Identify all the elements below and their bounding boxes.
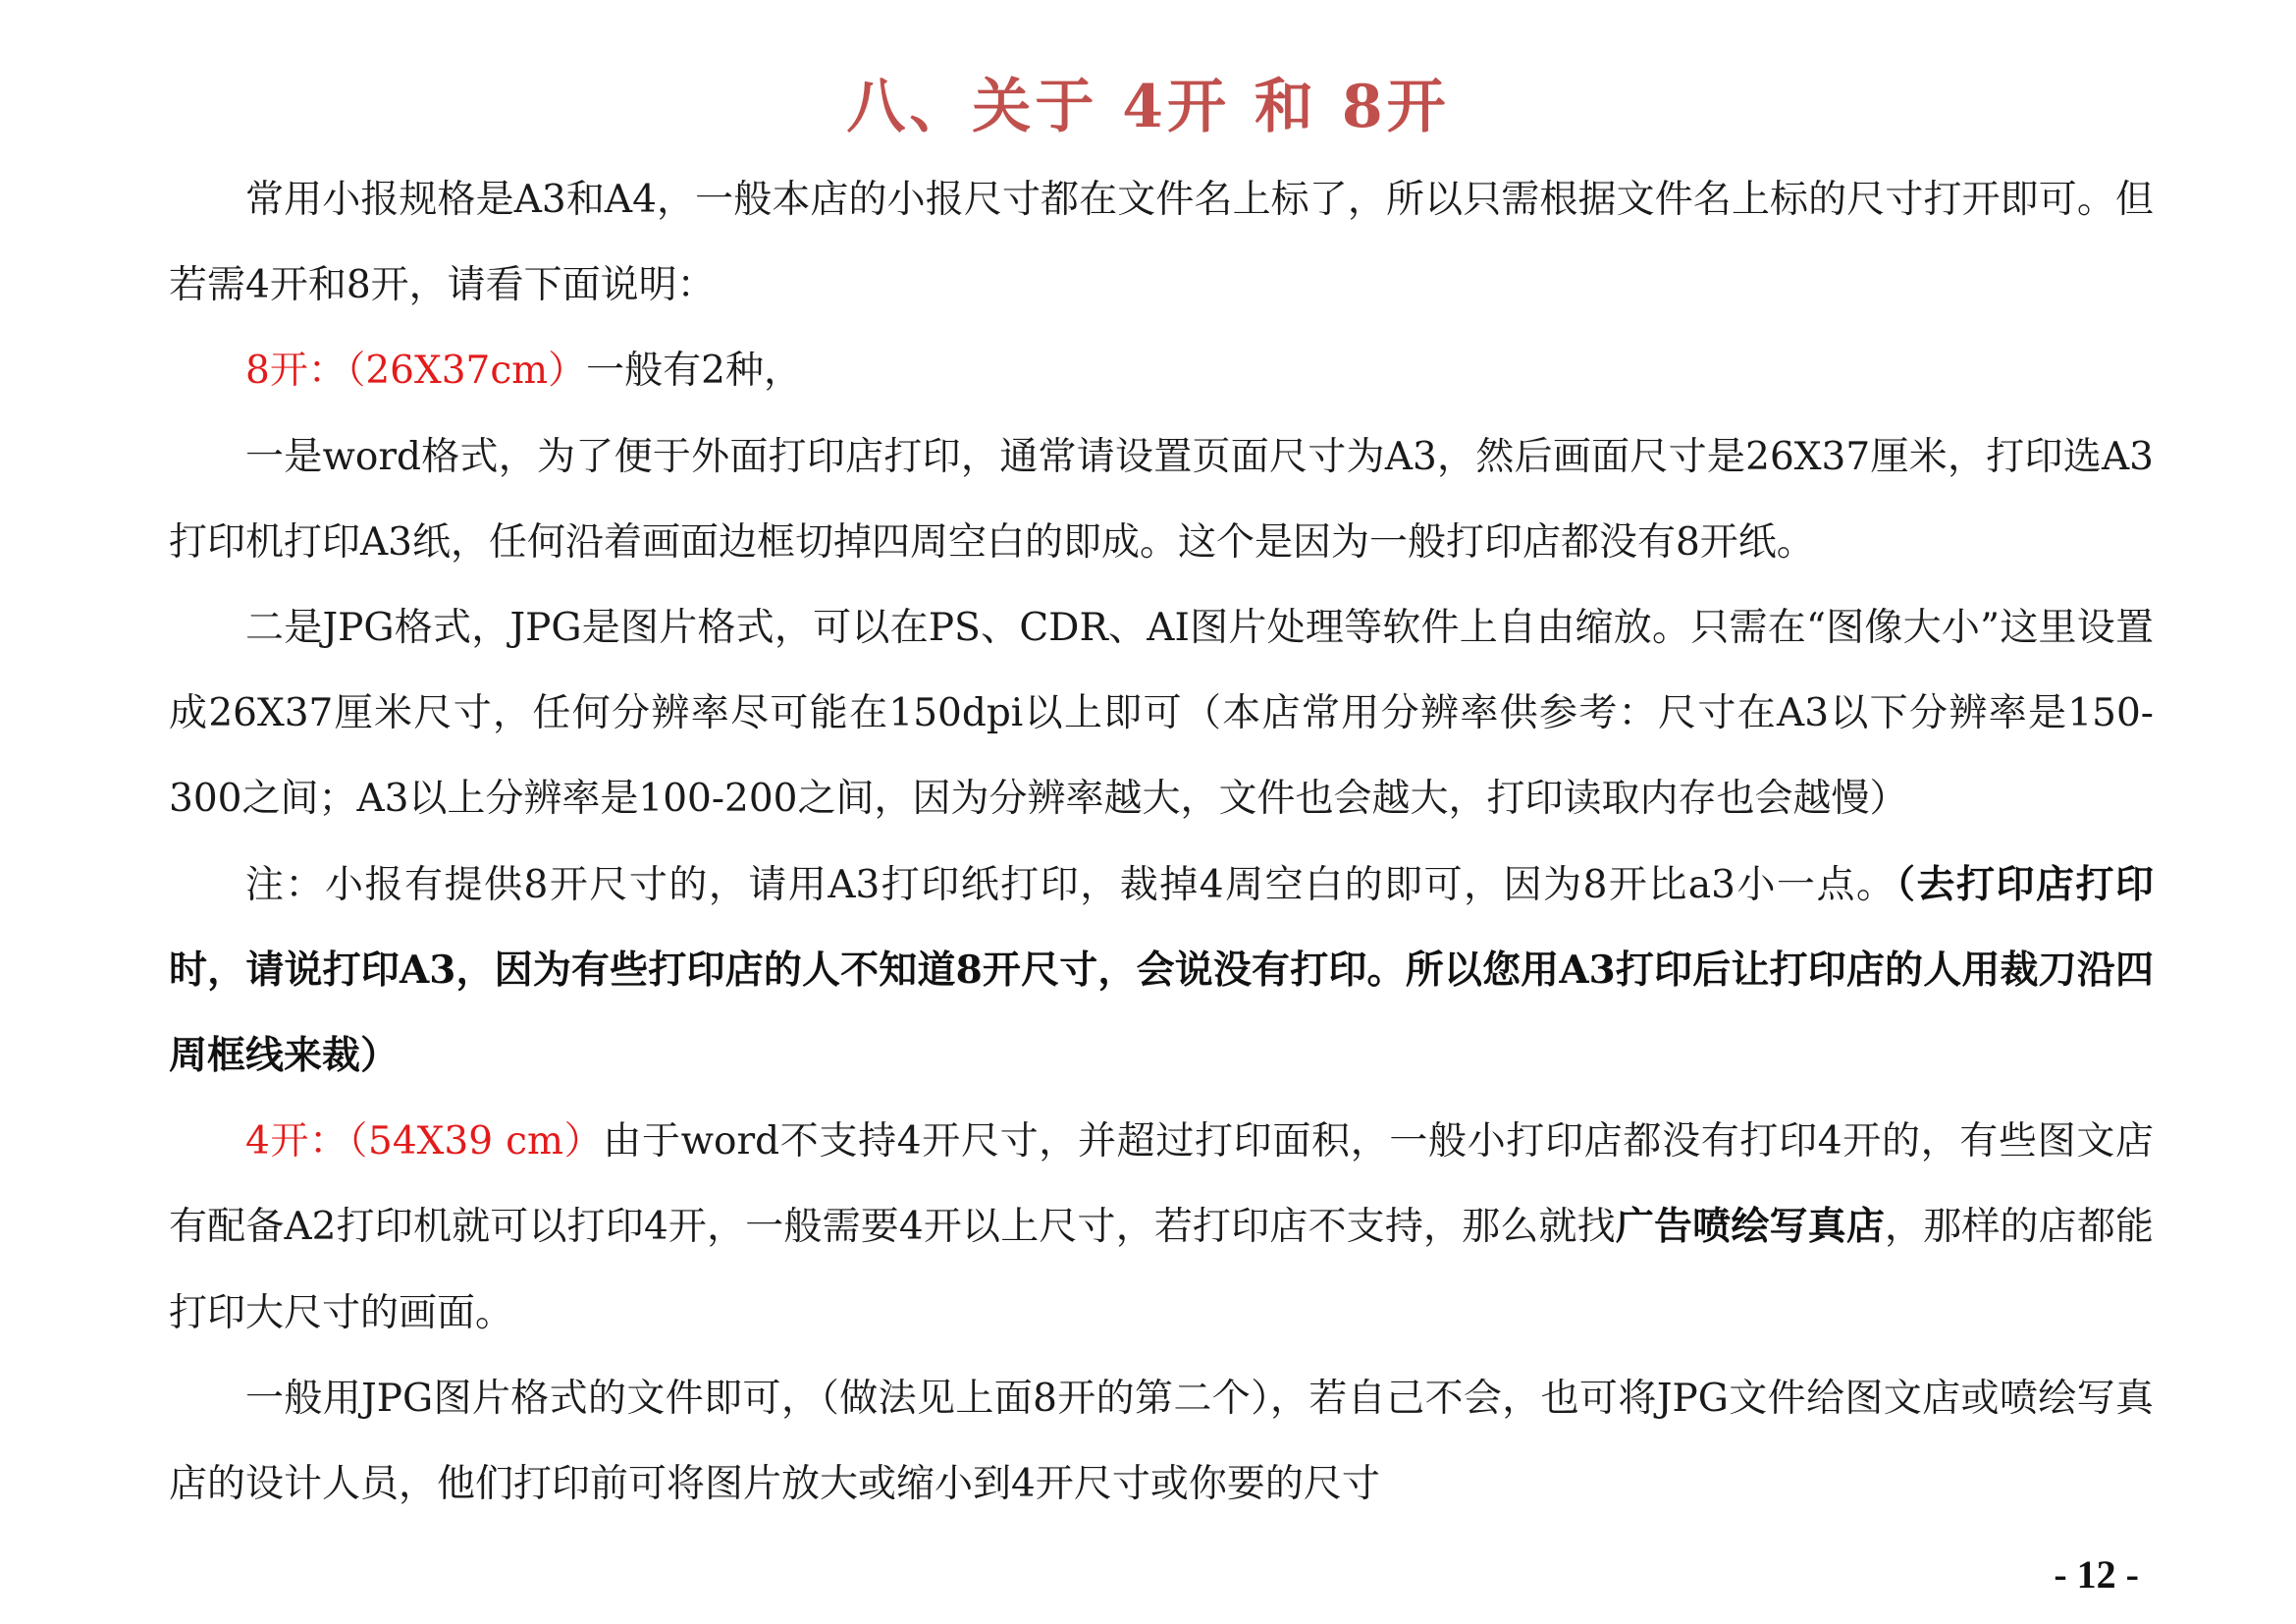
section-8k-heading-rest: 一般有2种， (586, 349, 802, 394)
section-8k-heading-paragraph (169, 328, 2154, 413)
section-4k-paragraph2: 一般用JPG图片格式的文件即可，（做法见上面8开的第二个），若自己不会，也可将JPG文件给图文店或喷绘写真店的设计人员，他们打印前可将图片放大或缩小到4开尺寸或你要的尺寸 (169, 1376, 2154, 1507)
section-4k-text-bold: 广告喷绘写真店 (1615, 1204, 1885, 1250)
section-8k-note-bold: （去打印店打印时，请说打印A3，因为有些打印店的人不知道8开尺寸，会说没有打印。所以您用A3打印后让打印店的人用裁刀沿四周框线来裁） (169, 861, 2154, 1079)
page-title: 八、关于 4开 和 8开 (846, 73, 1450, 141)
section-8k-note-paragraph (169, 842, 2154, 1100)
section-4k-heading: 4开：（54X39 cm） (245, 1119, 604, 1164)
section-8k-option1: 一是word格式，为了便于外面打印店打印，通常请设置页面尺寸为A3，然后画面尺寸是26X37厘米，打印选A3打印机打印A3纸，任何沿着画面边框切掉四周空白的即成。这个是因为一般打印店都没有8开纸。 (169, 434, 2154, 565)
section-8k-heading: 8开：（26X37cm） (245, 349, 587, 394)
section-8k-option2: 二是JPG格式，JPG是图片格式，可以在PS、CDR、AI图片处理等软件上自由缩放。只需在“图像大小”这里设置成26X37厘米尺寸，任何分辨率尽可能在150dpi以上即可（本店常用分辨率供参考：尺寸在A3以下分辨率是150-300之间；A3以上分辨率是100-200之间，因为分辨率越大，文件也会越大，打印读取内存也会越慢） (169, 606, 2154, 822)
section-4k-text-before: 由于word不支持4开尺寸，并超过打印面积，一般小打印店都没有打印4开的，有些图文店有配备A2打印机就可以打印4开，一般需要4开以上尺寸，若打印店不支持，那么就找 (169, 1119, 2154, 1250)
page-number: - 12 - (2054, 1552, 2139, 1597)
document-body (169, 157, 2154, 1527)
section-4k-text-after: ，那样的店都能打印大尺寸的画面。 (169, 1205, 2154, 1335)
section-8k-note-plain: 注：小报有提供8开尺寸的，请用A3打印纸打印，裁掉4周空白的即可，因为8开比a3小一点。 (245, 862, 1896, 907)
section-4k-paragraph (169, 1099, 2154, 1356)
intro-paragraph: 常用小报规格是A3和A4，一般本店的小报尺寸都在文件名上标了，所以只需根据文件名上标的尺寸打开即可。但若需4开和8开，请看下面说明： (169, 178, 2154, 308)
